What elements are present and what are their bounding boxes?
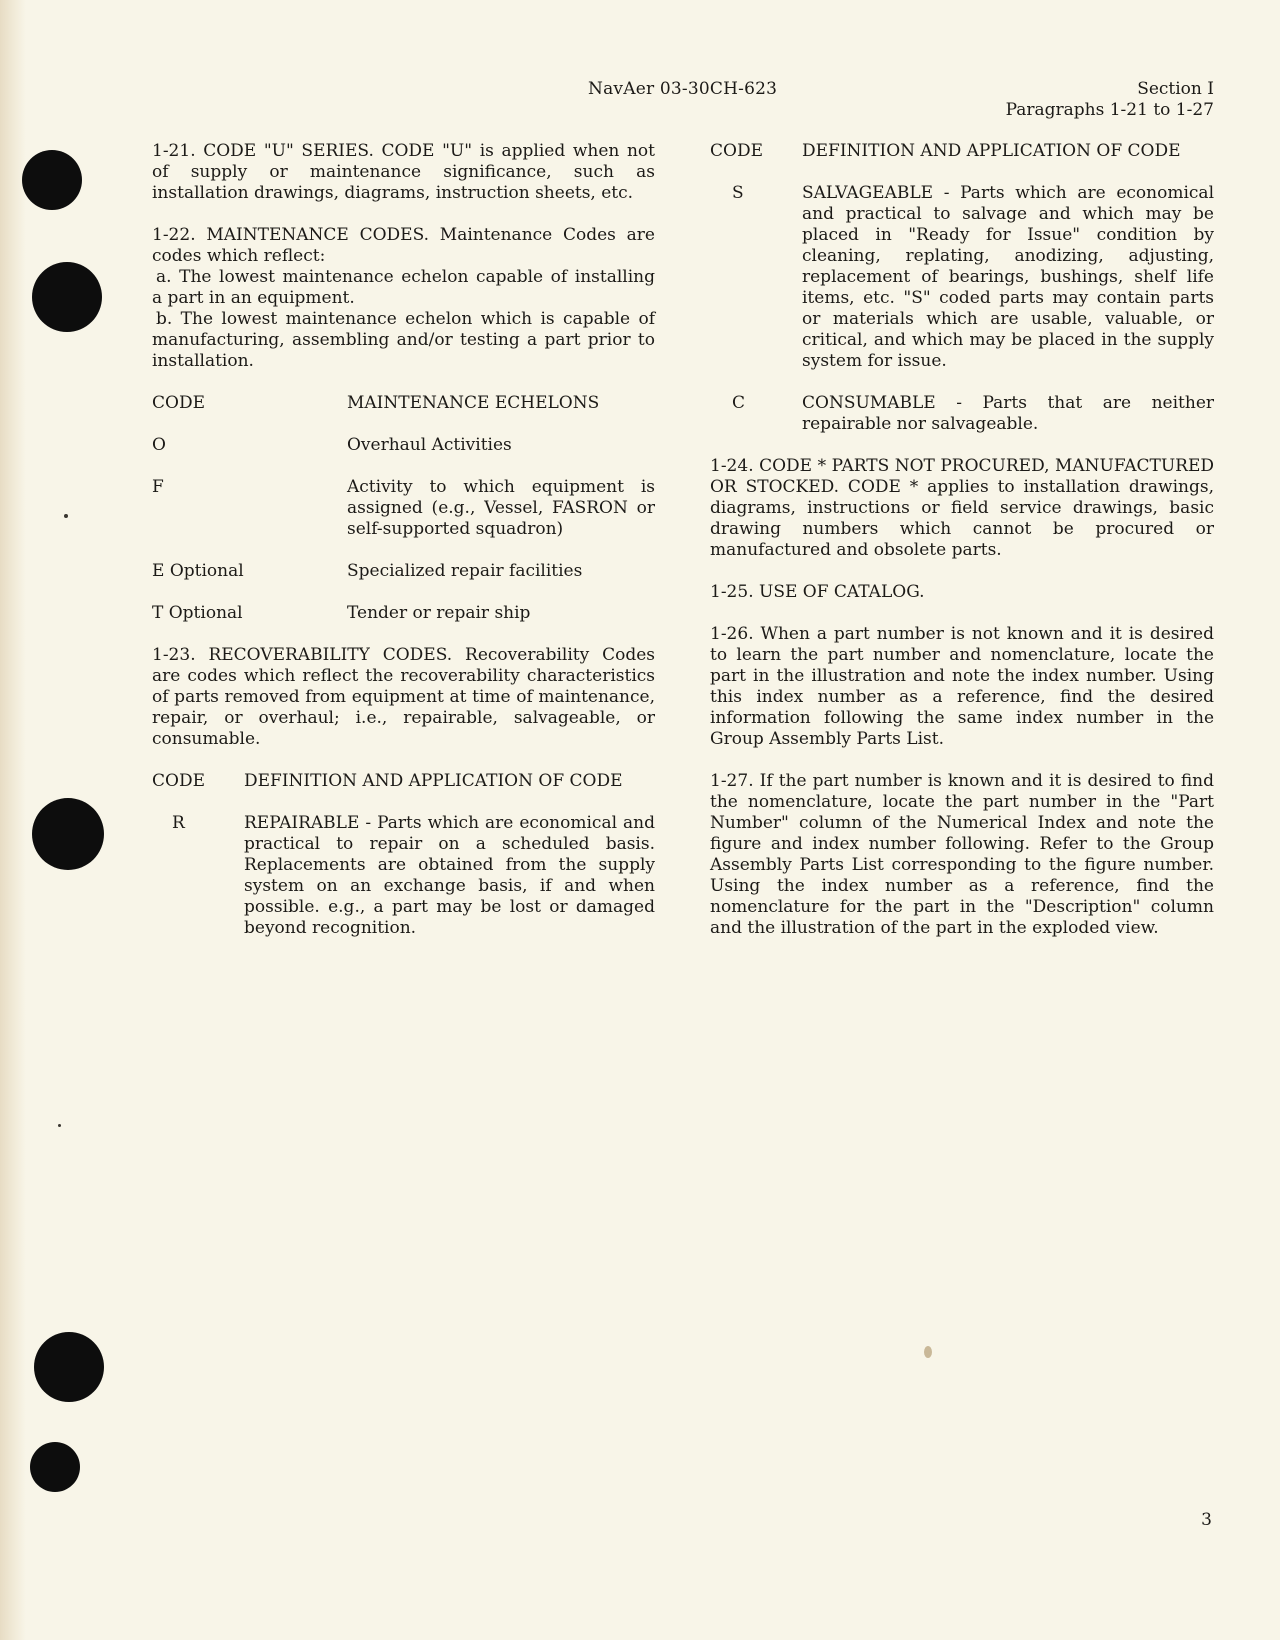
echelon-row — [152, 603, 655, 624]
echelon-row — [152, 435, 655, 456]
echelon-table-header — [152, 393, 655, 414]
scan-speck — [58, 1124, 61, 1127]
echelon-code: F — [152, 477, 164, 497]
echelon-code-heading: CODE — [152, 393, 205, 413]
paragraph-1-27: 1-27. If the part number is known and it is desired to find the nomenclature, locate the part number in the "Part Number" column of the Numerical Index and note the figure and index number following. Refer to the Group Assembly Parts List corresponding to the figure number. Using the index number as a reference, find the nomenclature for the part in the "Description" column and the illustration of the part in the exploded view. — [710, 771, 1214, 938]
recoverability-desc: CONSUMABLE - Parts that are neither repairable nor salvageable. — [802, 393, 1214, 434]
paragraph-1-22-b: b. The lowest maintenance echelon which is capable of manufacturing, assembling and/or testing a part prior to installation. — [152, 309, 655, 371]
echelon-code: T Optional — [152, 603, 243, 623]
recoverability-code-heading: CODE — [710, 141, 763, 161]
recoverability-code: S — [732, 183, 744, 203]
echelon-row — [152, 477, 655, 540]
scan-speck — [64, 514, 68, 518]
section-header — [1006, 79, 1214, 121]
paragraph-1-22 — [152, 225, 655, 372]
recoverability-row — [152, 813, 655, 939]
recoverability-desc: REPAIRABLE - Parts which are economical and practical to repair on a scheduled basis. Replacements are obtained from the supply system on an exchange basis, if and when possible. e.g., a part may be lost or damaged beyond recognition. — [244, 813, 655, 938]
recoverability-table-header — [152, 771, 655, 792]
paragraph-1-25: 1-25. USE OF CATALOG. — [710, 582, 925, 602]
left-column — [152, 141, 655, 960]
echelon-desc: Activity to which equipment is assigned (e.g., Vessel, FASRON or self-supported squadron) — [347, 477, 655, 539]
paragraph-1-21: 1-21. CODE "U" SERIES. CODE "U" is applied when not of supply or maintenance significance, such as installation drawings, diagrams, instruction sheets, etc. — [152, 141, 655, 203]
recoverability-desc-heading: DEFINITION AND APPLICATION OF CODE — [802, 141, 1181, 161]
page-number: 3 — [1201, 1510, 1212, 1530]
scan-speck — [924, 1346, 932, 1358]
echelon-desc-heading: MAINTENANCE ECHELONS — [347, 393, 600, 413]
recoverability-desc-heading: DEFINITION AND APPLICATION OF CODE — [244, 771, 623, 791]
paragraph-range: Paragraphs 1-21 to 1-27 — [1005, 100, 1214, 120]
punch-hole — [22, 150, 82, 210]
echelon-row — [152, 561, 655, 582]
recoverability-desc: SALVAGEABLE - Parts which are economical and practical to salvage and which may be placed in "Ready for Issue" condition by cleaning, replating, anodizing, adjusting, replacement of bearings, bushings, shelf life items, etc. "S" coded parts may contain parts or materials which are usable, valuable, or critical, and which may be placed in the supply system for issue. — [802, 183, 1214, 371]
paragraph-1-22-a: a. The lowest maintenance echelon capable of installing a part in an equipment. — [152, 267, 655, 308]
paragraph-1-24: 1-24. CODE * PARTS NOT PROCURED, MANUFACTURED OR STOCKED. CODE * applies to installation drawings, diagrams, instructions or field service drawings, basic drawing numbers which cannot be procured or manufactured and obsolete parts. — [710, 456, 1214, 560]
recoverability-row — [710, 393, 1214, 435]
recoverability-table-header — [710, 141, 1214, 162]
echelon-code: E Optional — [152, 561, 244, 581]
page-binding-edge — [0, 0, 26, 1640]
paragraph-1-23: 1-23. RECOVERABILITY CODES. Recoverability Codes are codes which reflect the recoverability characteristics of parts removed from equipment at time of maintenance, repair, or overhaul; i.e., repairable, salvageable, or consumable. — [152, 645, 655, 749]
recoverability-row — [710, 183, 1214, 372]
punch-hole — [32, 798, 104, 870]
punch-hole — [34, 1332, 104, 1402]
paragraph-1-26: 1-26. When a part number is not known and it is desired to learn the part number and nomenclature, locate the part in the illustration and note the index number. Using this index number as a reference, find the desired information following the same index number in the Group Assembly Parts List. — [710, 624, 1214, 749]
echelon-desc: Specialized repair facilities — [347, 561, 583, 581]
punch-hole — [32, 262, 102, 332]
recoverability-code: R — [172, 813, 185, 833]
punch-hole — [30, 1442, 80, 1492]
document-number: NavAer 03-30CH-623 — [588, 79, 778, 99]
echelon-code: O — [152, 435, 166, 455]
paragraph-1-22-intro: 1-22. MAINTENANCE CODES. Maintenance Codes are codes which reflect: — [152, 225, 655, 266]
section-label: Section I — [1137, 79, 1214, 99]
echelon-desc: Tender or repair ship — [347, 603, 531, 623]
recoverability-code-heading: CODE — [152, 771, 205, 791]
echelon-desc: Overhaul Activities — [347, 435, 512, 455]
recoverability-code: C — [732, 393, 746, 413]
right-column — [710, 141, 1214, 960]
